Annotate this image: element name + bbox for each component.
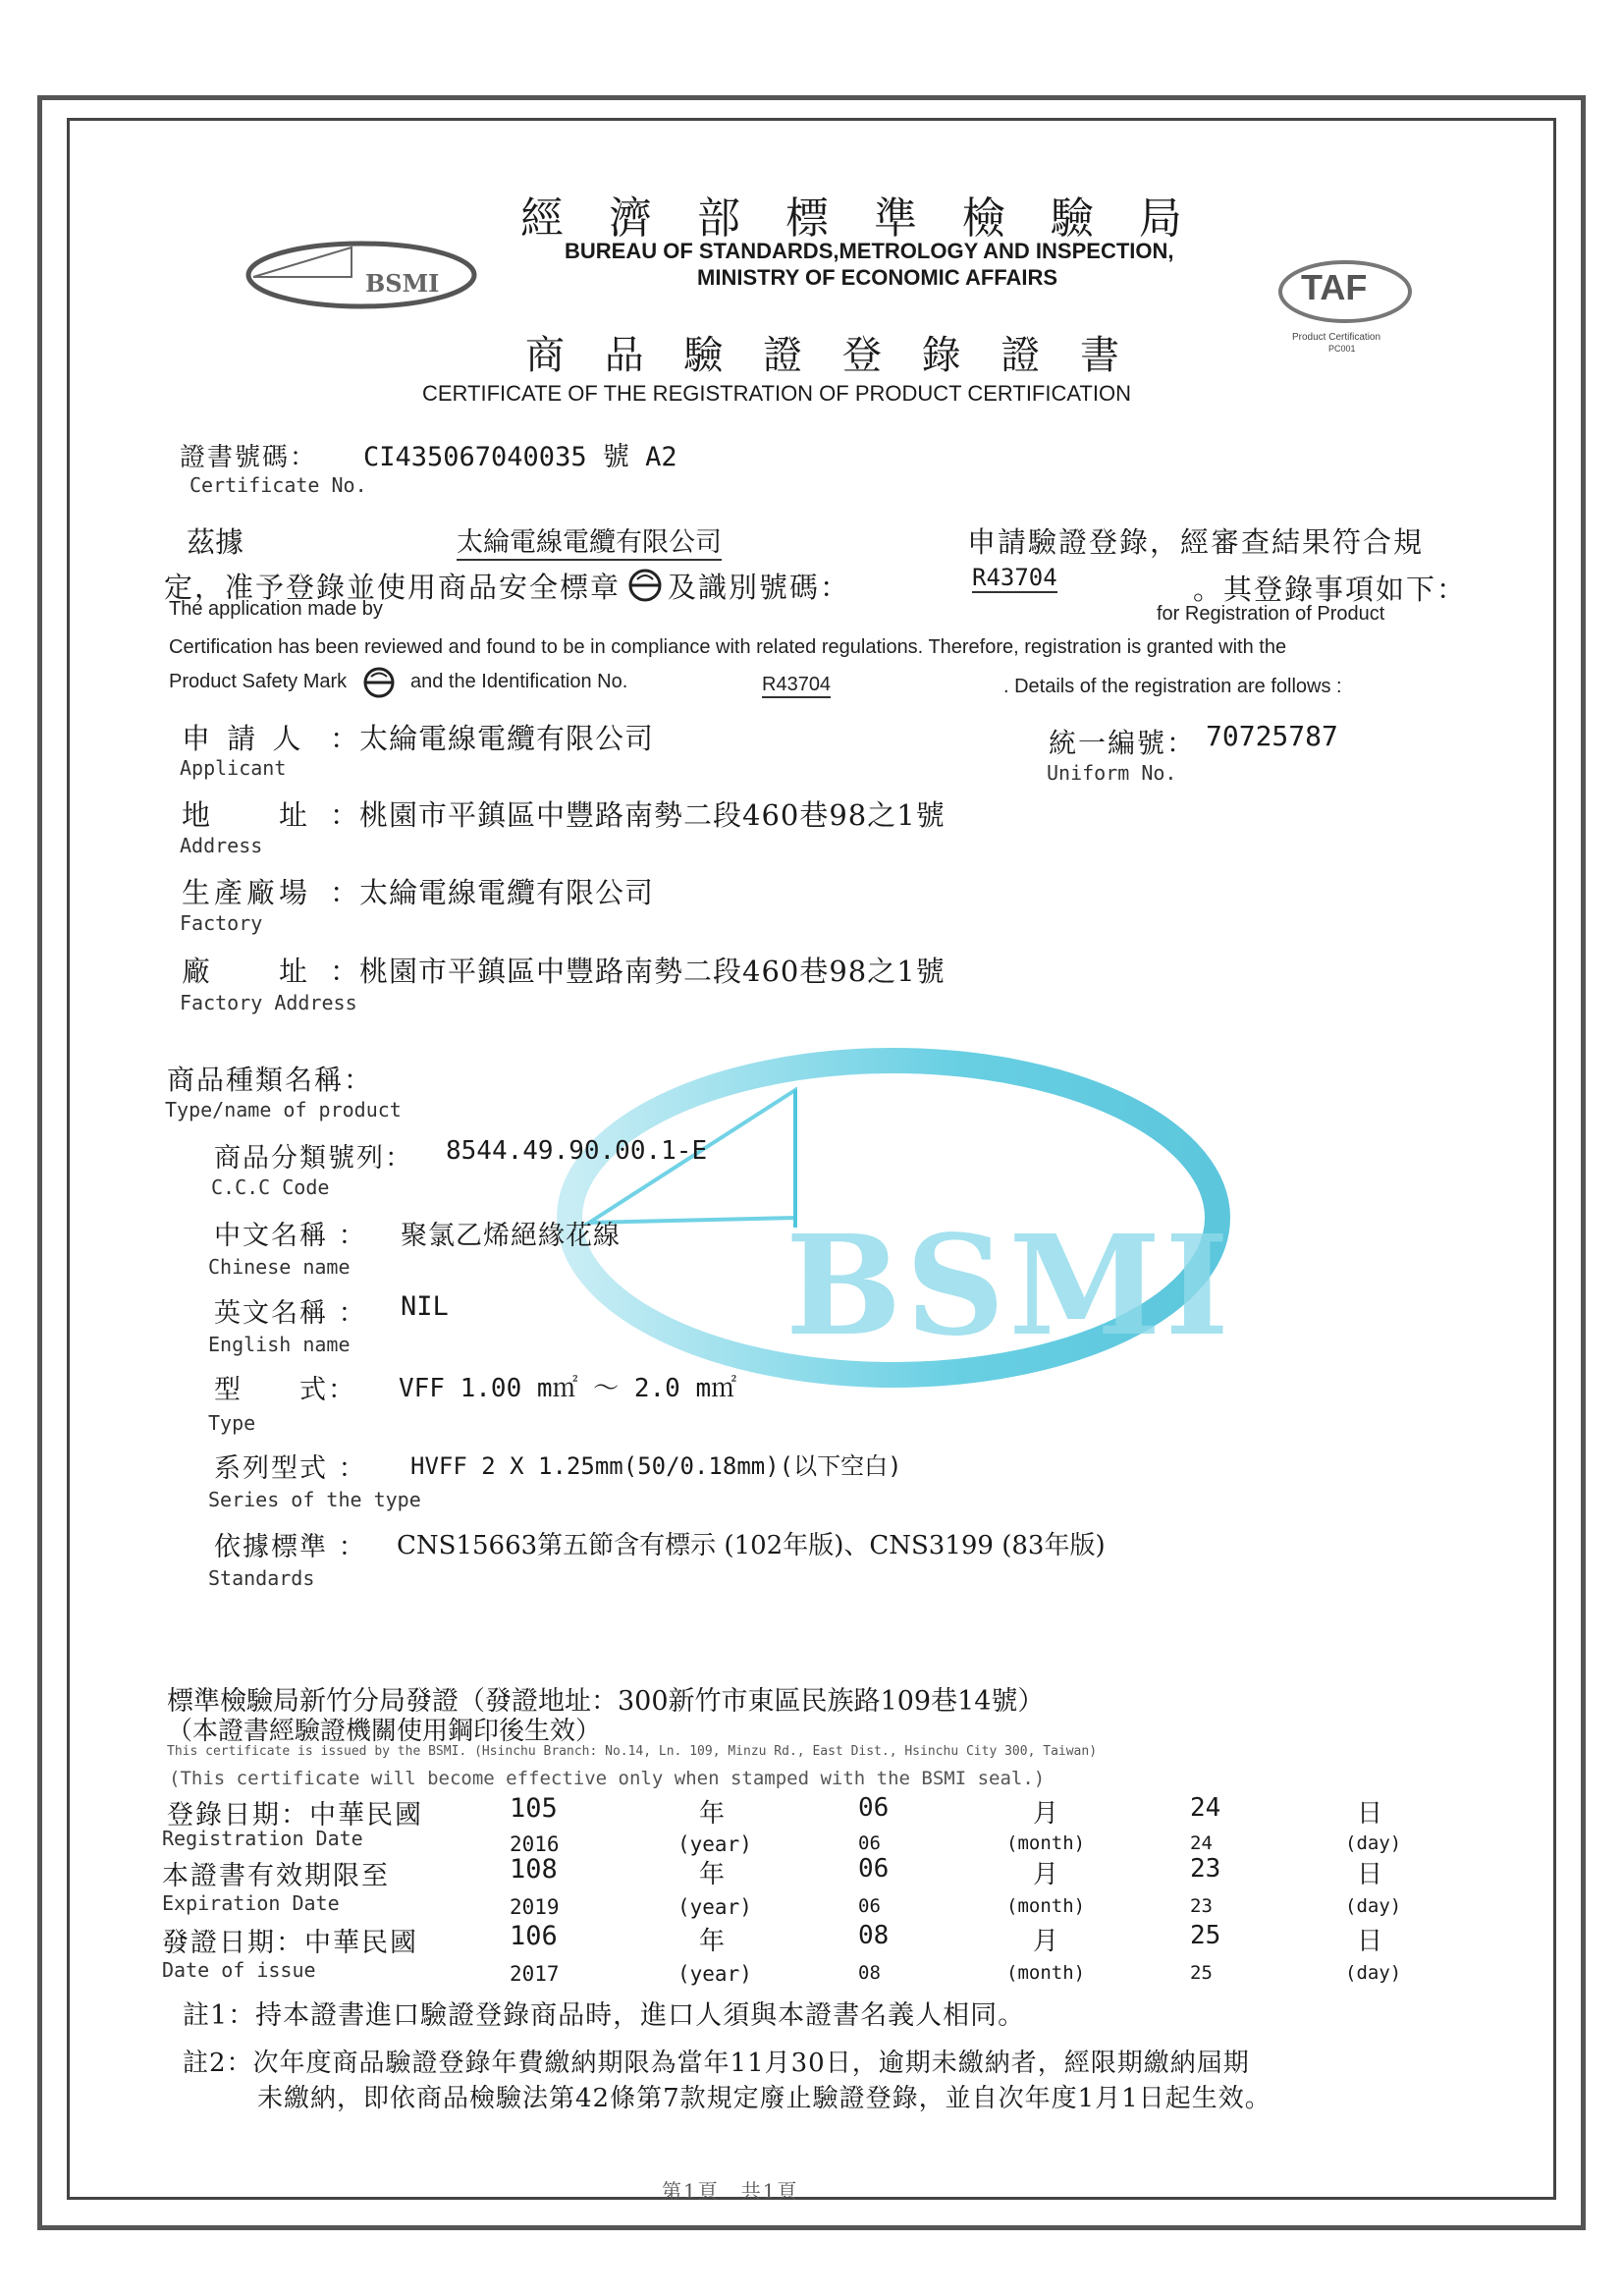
reg-year-zh: 年 <box>699 1799 726 1829</box>
factory-address-label-zh: 廠 址 <box>182 955 312 988</box>
factory-label-zh: 生產廠場 <box>182 876 312 909</box>
reg-month-en: (month) <box>1006 1832 1086 1854</box>
uniform-value: 70725787 <box>1206 720 1338 752</box>
product-heading-zh: 商品種類名稱： <box>167 1064 374 1096</box>
reg-roc-year: 105 <box>510 1793 558 1824</box>
statement-line2: 定，准予登錄並使用商品安全標章 <box>164 571 622 604</box>
standards-label-en: Standards <box>208 1566 315 1590</box>
series-label-en: Series of the type <box>208 1488 421 1511</box>
english-name-value: NIL <box>401 1291 449 1322</box>
statement-en-3a: Product Safety Mark <box>169 671 348 692</box>
ccc-label-en: C.C.C Code <box>211 1175 330 1199</box>
reg-month-zh: 月 <box>1033 1799 1059 1829</box>
reg-day-zh: 日 <box>1357 1799 1383 1829</box>
iss-month-zh: 月 <box>1033 1927 1059 1956</box>
note-1: 註1：持本證書進口驗證登錄商品時，進口人須與本證書名義人相同。 <box>183 2000 1026 2031</box>
statement-en-3c: R43704 <box>762 674 831 698</box>
iss-day-zh: 日 <box>1357 1927 1383 1956</box>
exp-month-en: (month) <box>1006 1895 1086 1917</box>
standards-value: CNS15663第五節含有標示 (102年版)、CNS3199 (83年版) <box>397 1531 1106 1560</box>
factory-address-value: ：桃園市平鎮區中豐路南勢二段460巷98之1號 <box>330 955 946 988</box>
english-name-label-en: English name <box>208 1333 351 1356</box>
product-heading-en: Type/name of product <box>165 1098 402 1121</box>
statement-en-1b: for Registration of Product <box>1157 603 1385 625</box>
chinese-name-label-zh: 中文名稱 ： <box>214 1221 367 1251</box>
factory-label-en: Factory <box>180 911 263 935</box>
statement-apply: 申請驗證登錄，經審查結果符合規 <box>967 525 1425 559</box>
reg-date-label-en: Registration Date <box>162 1827 363 1850</box>
exp-month-zh: 月 <box>1033 1860 1059 1889</box>
bsmi-logo-text: BSMI <box>365 269 440 298</box>
taf-sub-1: Product Certification <box>1292 332 1381 343</box>
english-name-label-zh: 英文名稱 ： <box>214 1298 367 1329</box>
cert-no-label-zh: 證書號碼： <box>180 443 318 472</box>
reg-month: 06 <box>858 1793 890 1823</box>
exp-year-en: (year) <box>677 1895 752 1919</box>
issued-en: This certificate is issued by the BSMI. (Hsinchu Branch: No.14, Ln. 109, Minzu Rd., East Dist., Hsinchu City 300, Taiwan) <box>167 1744 1098 1759</box>
cert-no-label-en: Certificate No. <box>189 473 367 497</box>
exp-roc-year: 108 <box>510 1854 558 1885</box>
iss-month: 08 <box>858 1921 890 1950</box>
exp-month: 06 <box>858 1854 890 1884</box>
safety-mark-icon <box>625 568 665 603</box>
standards-label-zh: 依據標準 ： <box>214 1532 367 1562</box>
exp-year: 2019 <box>510 1895 560 1919</box>
iss-year-en: (year) <box>677 1962 752 1986</box>
iss-day-en-value: 25 <box>1190 1962 1213 1984</box>
statement-line2c: 。其登錄事項如下： <box>1193 573 1468 606</box>
iss-roc-year: 106 <box>510 1921 558 1951</box>
applicant-value: ：太綸電線電纜有限公司 <box>330 722 655 755</box>
statement-id-no: R43704 <box>972 564 1057 591</box>
seal-en: (This certificate will become effective only when stamped with the BSMI seal.) <box>169 1768 1046 1789</box>
agency-title-zh: 經 濟 部 標 準 檢 驗 局 <box>520 193 1198 244</box>
exp-month-en-value: 06 <box>858 1895 881 1917</box>
exp-year-zh: 年 <box>699 1860 726 1889</box>
reg-year: 2016 <box>510 1832 560 1856</box>
applicant-label-zh: 申 請 人 <box>182 722 305 755</box>
type-value: VFF 1.00 m㎡ ～ 2.0 m㎡ <box>399 1374 737 1403</box>
issued-zh: 標準檢驗局新竹分局發證（發證地址：300新竹市東區民族路109巷14號） <box>167 1686 1045 1717</box>
exp-day-zh: 日 <box>1357 1860 1383 1889</box>
agency-title-en-2: MINISTRY OF ECONOMIC AFFAIRS <box>697 265 1058 290</box>
uniform-label-zh: 統一編號： <box>1049 727 1197 759</box>
cert-title-en: CERTIFICATE OF THE REGISTRATION OF PRODUCT CERTIFICATION <box>422 381 1131 406</box>
factory-value: ：太綸電線電纜有限公司 <box>330 876 655 909</box>
reg-day-en: (day) <box>1345 1832 1402 1854</box>
address-label-en: Address <box>180 834 263 857</box>
iss-year: 2017 <box>510 1962 560 1986</box>
iss-date-label-en: Date of issue <box>162 1958 316 1982</box>
iss-month-en: (month) <box>1006 1962 1086 1984</box>
series-label-zh: 系列型式 ： <box>214 1453 367 1484</box>
statement-en-1: The application made by <box>169 598 383 620</box>
chinese-name-label-en: Chinese name <box>208 1255 351 1279</box>
iss-day: 25 <box>1190 1921 1221 1950</box>
reg-month-en-value: 06 <box>858 1832 881 1854</box>
factory-address-label-en: Factory Address <box>180 991 357 1014</box>
safety-mark-icon-en <box>360 666 398 699</box>
bsmi-logo <box>243 236 479 314</box>
statement-company: 太綸電線電纜有限公司 <box>457 520 722 561</box>
exp-date-label-en: Expiration Date <box>162 1891 340 1915</box>
exp-day: 23 <box>1190 1854 1221 1884</box>
address-value: ：桃園市平鎮區中豐路南勢二段460巷98之1號 <box>330 798 946 832</box>
reg-year-en: (year) <box>677 1832 752 1856</box>
uniform-label-en: Uniform No. <box>1047 761 1177 785</box>
bsmi-watermark-text: BSMI <box>785 1206 1233 1367</box>
exp-date-label-zh: 本證書有效期限至 <box>162 1861 390 1891</box>
statement-en-3d: . Details of the registration are follows : <box>1003 676 1342 697</box>
iss-month-en-value: 08 <box>858 1962 881 1984</box>
address-label-zh: 地 址 <box>182 798 312 832</box>
exp-day-en-value: 23 <box>1190 1895 1213 1917</box>
series-value: HVFF 2 X 1.25mm(50/0.18mm)(以下空白) <box>410 1452 902 1480</box>
note-2-line-1: 註2：次年度商品驗證登錄年費繳納期限為當年11月30日，逾期未繳納者，經限期繳納屆期 <box>183 2049 1250 2078</box>
seal-zh: （本證書經驗證機關使用鋼印後生效） <box>167 1717 602 1746</box>
statement-line2b: 及識別號碼： <box>668 571 851 604</box>
statement-en-3b: and the Identification No. <box>410 671 628 692</box>
note-2-line-2: 未繳納，即依商品檢驗法第42條第7款規定廢止驗證登錄，並自次年度1月1日起生效。 <box>257 2084 1271 2113</box>
type-label-en: Type <box>208 1411 256 1435</box>
cert-title-zh: 商 品 驗 證 登 錄 證 書 <box>525 333 1134 378</box>
taf-logo-text: TAF <box>1301 267 1368 307</box>
reg-day: 24 <box>1190 1793 1221 1823</box>
reg-date-label-zh: 登錄日期：中華民國 <box>167 1800 423 1831</box>
iss-date-label-zh: 發證日期：中華民國 <box>162 1928 418 1958</box>
iss-year-zh: 年 <box>699 1927 726 1956</box>
type-label-zh: 型 式： <box>214 1375 356 1405</box>
agency-title-en-1: BUREAU OF STANDARDS,METROLOGY AND INSPECTION, <box>565 239 1174 263</box>
applicant-label-en: Applicant <box>180 756 287 780</box>
statement-en-2: Certification has been reviewed and found to be in compliance with related regulations. Therefore, registration is granted with the <box>169 636 1287 658</box>
taf-sub-2: PC001 <box>1328 344 1356 354</box>
ccc-value: 8544.49.90.00.1-E <box>446 1136 708 1166</box>
page-number: 第1頁 共1頁 <box>662 2179 799 2203</box>
ccc-label-zh: 商品分類號列： <box>214 1143 413 1174</box>
cert-no-value: CI435067040035 號 A2 <box>363 442 677 472</box>
exp-day-en: (day) <box>1345 1895 1402 1917</box>
chinese-name-value: 聚氯乙烯絕緣花線 <box>401 1221 621 1251</box>
iss-day-en: (day) <box>1345 1962 1402 1984</box>
statement-lead: 茲據 <box>187 525 244 559</box>
reg-day-en-value: 24 <box>1190 1832 1213 1854</box>
